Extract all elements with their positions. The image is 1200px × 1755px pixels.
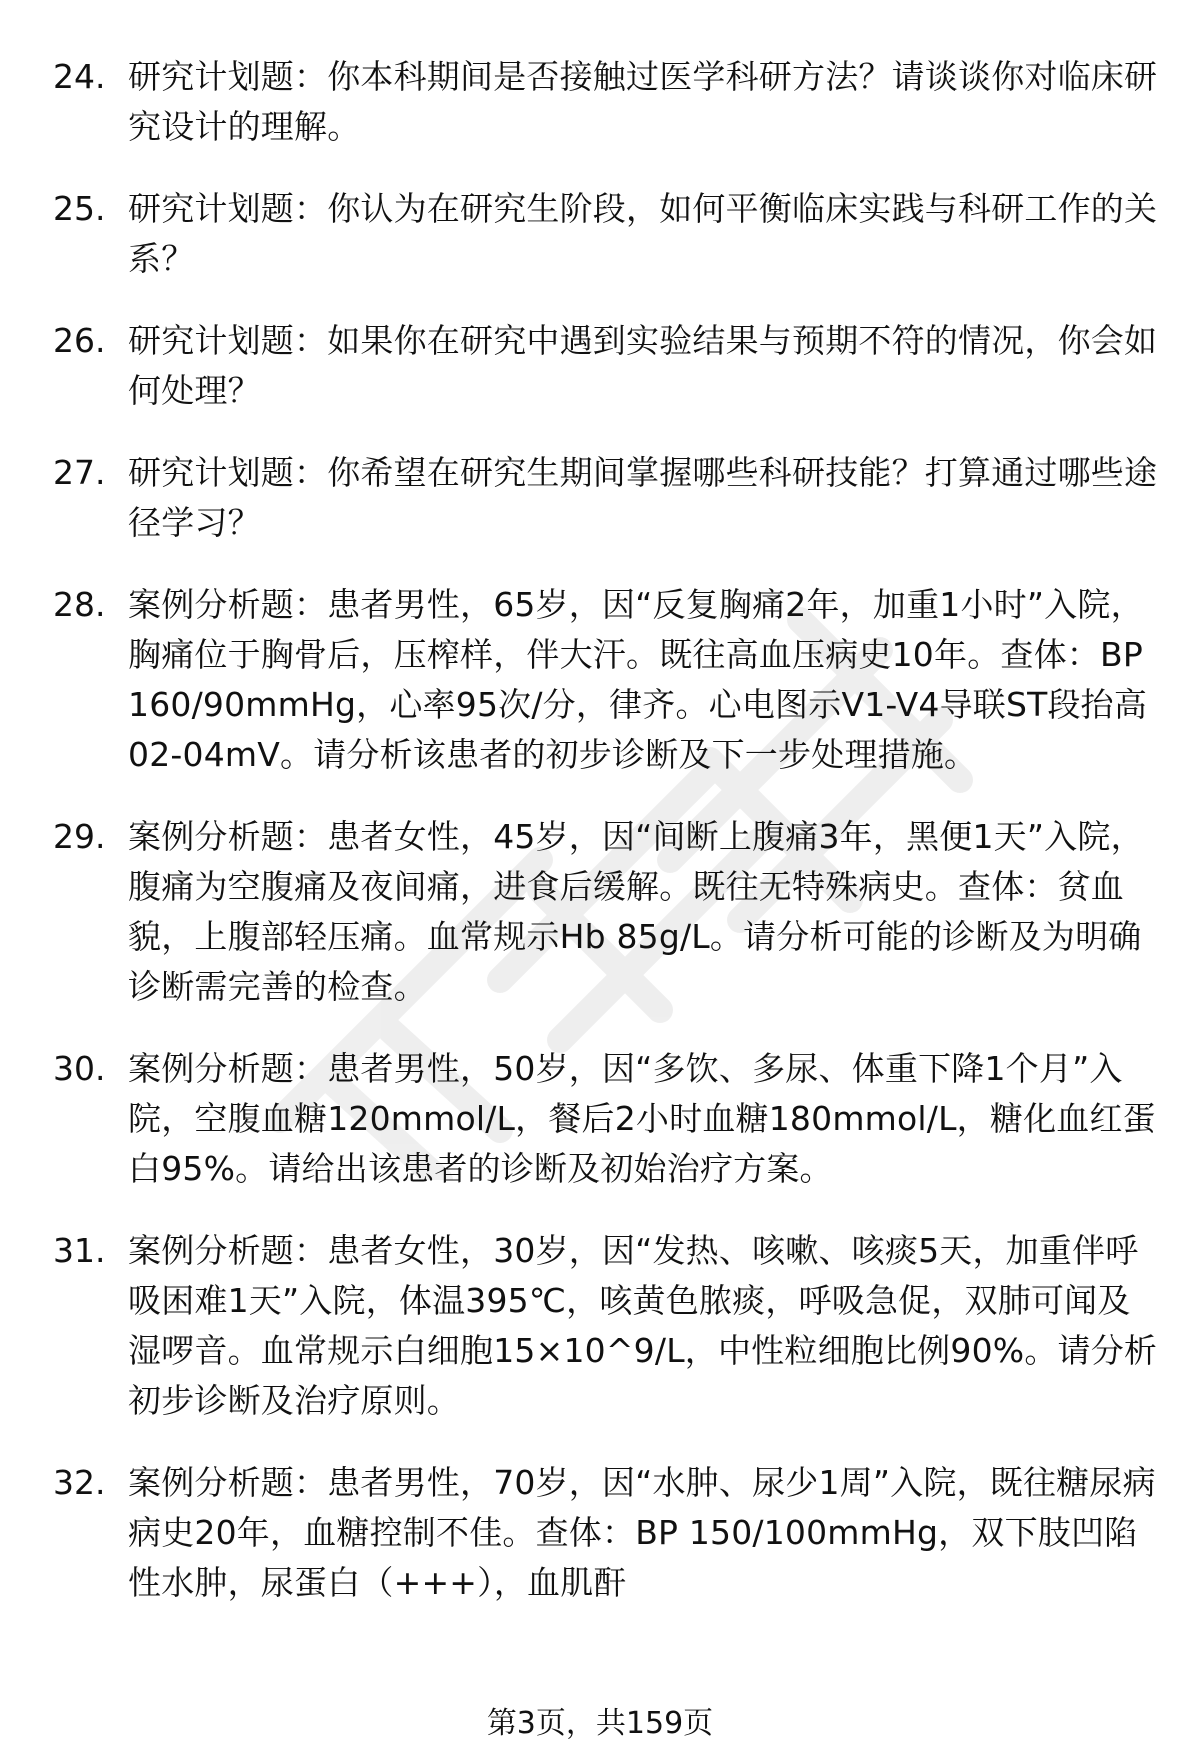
question-item <box>0 52 1200 152</box>
question-item <box>0 812 1200 1012</box>
question-text: 案例分析题：患者男性，50岁，因“多饮、多尿、体重下降1个月”入院，空腹血糖120mmol/L，餐后2小时血糖180mmol/L，糖化血红蛋白95%。请给出该患者的诊断及初始治疗方案。 <box>128 1049 1156 1188</box>
question-text: 研究计划题：你认为在研究生阶段，如何平衡临床实践与科研工作的关系？ <box>128 189 1158 278</box>
question-item <box>0 1226 1200 1426</box>
question-number: 27. <box>53 453 106 492</box>
question-number: 31. <box>53 1231 106 1270</box>
question-text: 案例分析题：患者男性，70岁，因“水肿、尿少1周”入院，既往糖尿病病史20年，血糖控制不佳。查体：BP 150/100mmHg，双下肢凹陷性水肿，尿蛋白（+++），血肌酐 <box>128 1463 1156 1602</box>
question-number: 24. <box>53 57 106 96</box>
question-text: 案例分析题：患者女性，45岁，因“间断上腹痛3年，黑便1天”入院，腹痛为空腹痛及夜间痛，进食后缓解。既往无特殊病史。查体：贫血貌，上腹部轻压痛。血常规示Hb 85g/L。请分析可能的诊断及为明确诊断需完善的检查。 <box>128 817 1144 1006</box>
question-number: 28. <box>53 585 106 624</box>
question-item <box>0 1044 1200 1194</box>
question-number: 30. <box>53 1049 106 1088</box>
question-number: 25. <box>53 189 106 228</box>
question-item <box>0 1458 1200 1608</box>
question-number: 26. <box>53 321 106 360</box>
question-item <box>0 448 1200 548</box>
question-item <box>0 316 1200 416</box>
question-item <box>0 580 1200 780</box>
question-text: 案例分析题：患者女性，30岁，因“发热、咳嗽、咳痰5天，加重伴呼吸困难1天”入院，体温395℃，咳黄色脓痰，呼吸急促，双肺可闻及湿啰音。血常规示白细胞15×10^9/L，中性粒细胞比例90%。请分析初步诊断及治疗原则。 <box>128 1231 1158 1420</box>
question-text: 研究计划题：你本科期间是否接触过医学科研方法？请谈谈你对临床研究设计的理解。 <box>128 57 1158 146</box>
question-list <box>0 52 1200 1640</box>
question-text: 案例分析题：患者男性，65岁，因“反复胸痛2年，加重1小时”入院，胸痛位于胸骨后，压榨样，伴大汗。既往高血压病史10年。查体：BP 160/90mmHg，心率95次/分，律齐。心电图示V1-V4导联ST段抬高02-04mV。请分析该患者的初步诊断及下一步处理措施。 <box>128 585 1148 774</box>
question-text: 研究计划题：如果你在研究中遇到实验结果与预期不符的情况，你会如何处理？ <box>128 321 1158 410</box>
question-text: 研究计划题：你希望在研究生期间掌握哪些科研技能？打算通过哪些途径学习？ <box>128 453 1158 542</box>
page-footer: 第3页，共159页 <box>486 1706 714 1741</box>
question-number: 29. <box>53 817 106 856</box>
question-number: 32. <box>53 1463 106 1502</box>
question-item <box>0 184 1200 284</box>
